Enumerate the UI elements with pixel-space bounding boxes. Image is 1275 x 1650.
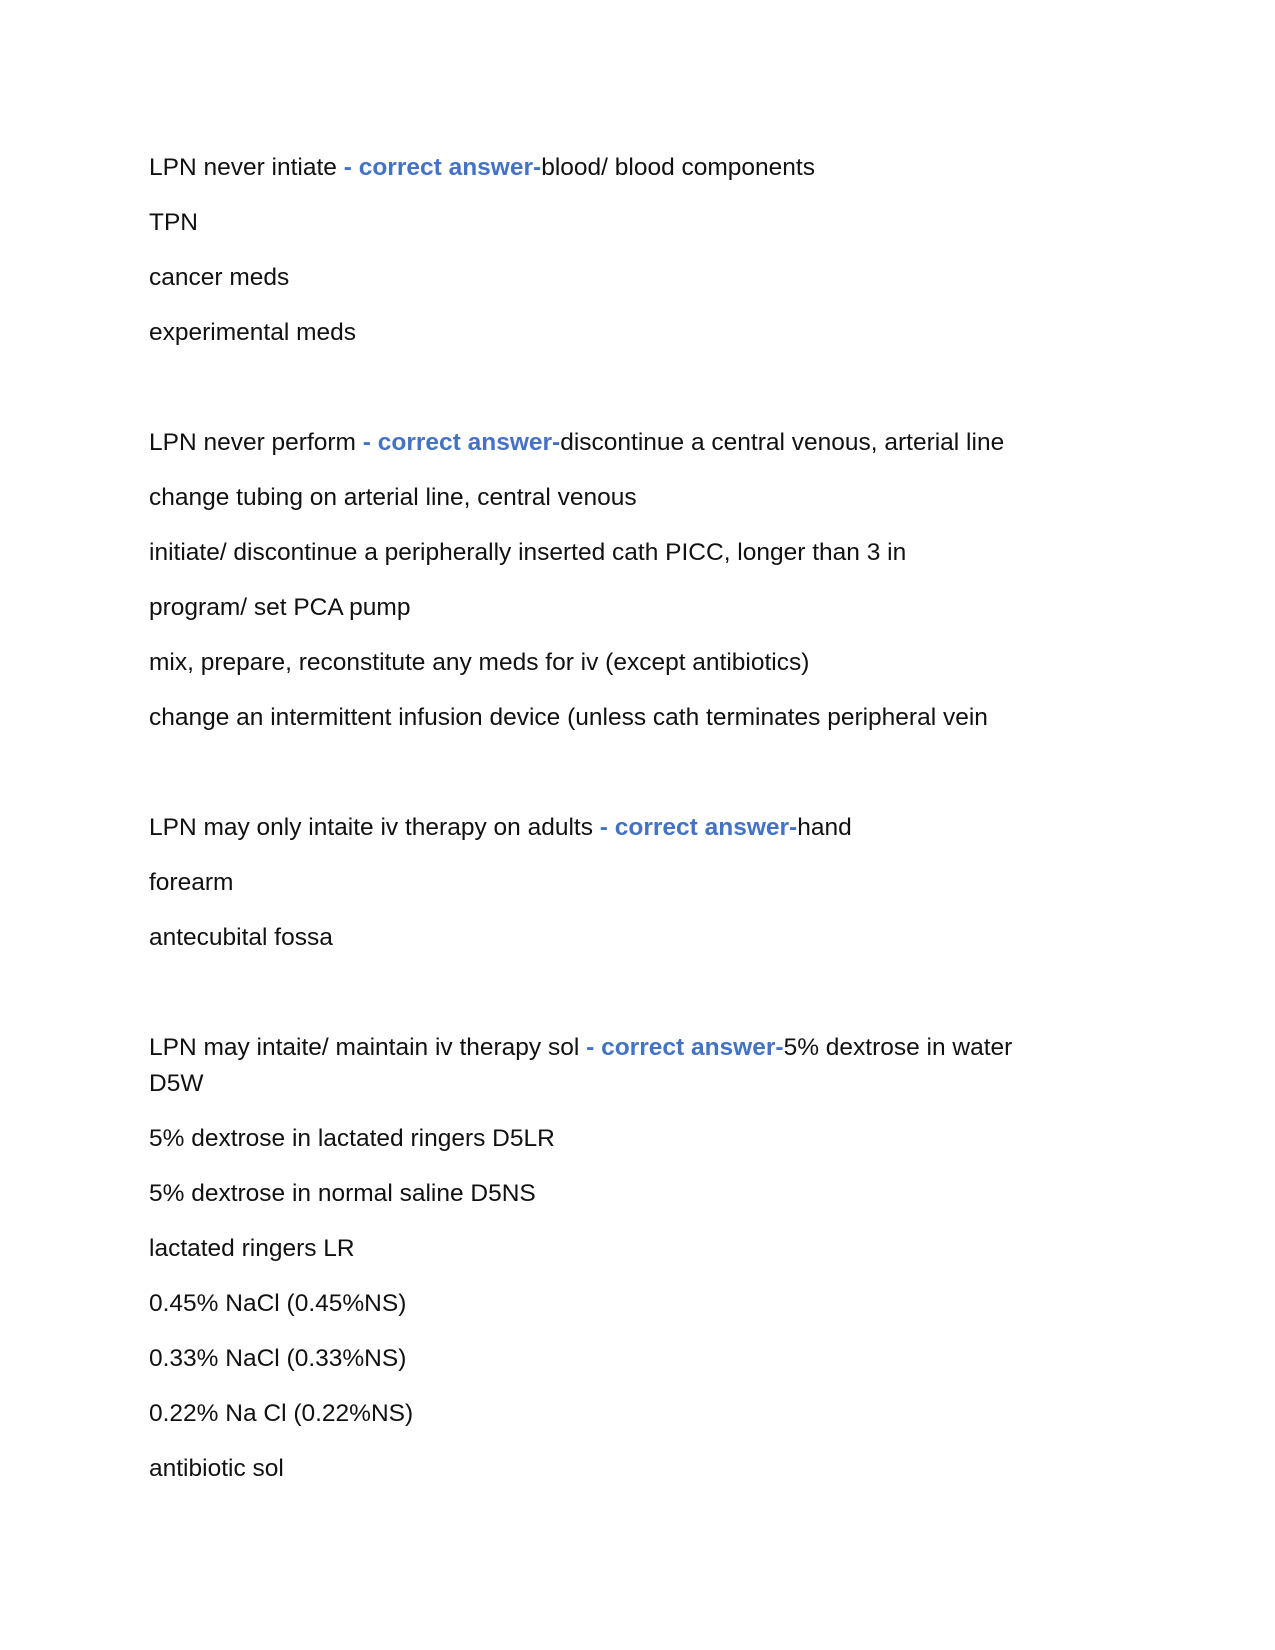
document-content: [149, 150, 1109, 1506]
answer-line: change tubing on arterial line, central venous: [149, 484, 637, 511]
correct-answer-label: - correct answer-: [586, 1034, 784, 1061]
qa-line: [149, 810, 1109, 846]
answer-line: cancer meds: [149, 264, 290, 291]
answer-text: discontinue a central venous, arterial line: [560, 429, 1005, 456]
answer-line: 0.33% NaCl (0.33%NS): [149, 1345, 407, 1372]
question-text: LPN may intaite/ maintain iv therapy sol: [149, 1034, 587, 1061]
answer-line: antecubital fossa: [149, 924, 333, 951]
answer-line: mix, prepare, reconstitute any meds for iv (except antibiotics): [149, 649, 810, 676]
answer-text: 5% dextrose in water: [783, 1034, 1013, 1061]
answer-line: 0.22% Na Cl (0.22%NS): [149, 1400, 414, 1427]
answer-text: hand: [797, 814, 852, 841]
answer-line: 5% dextrose in normal saline D5NS: [149, 1180, 536, 1207]
answer-line: experimental meds: [149, 319, 356, 346]
section-gap: [149, 370, 1109, 425]
answer-line: initiate/ discontinue a peripherally inserted cath PICC, longer than 3 in: [149, 539, 907, 566]
correct-answer-label: - correct answer-: [362, 429, 561, 456]
section-gap: [149, 755, 1109, 810]
qa-line: [149, 1030, 1109, 1066]
answer-line: 0.45% NaCl (0.45%NS): [149, 1290, 407, 1317]
qa-line: [149, 150, 1109, 186]
answer-continuation-line: D5W: [149, 1070, 204, 1097]
question-text: LPN may only intaite iv therapy on adults: [149, 814, 600, 841]
question-text: LPN never intiate: [149, 154, 344, 181]
correct-answer-label: - correct answer-: [599, 814, 798, 841]
correct-answer-label: - correct answer-: [343, 154, 542, 181]
answer-line: lactated ringers LR: [149, 1235, 355, 1262]
answer-text: blood/ blood components: [541, 154, 815, 181]
answer-line: program/ set PCA pump: [149, 594, 411, 621]
answer-line: TPN: [149, 209, 198, 236]
answer-line: 5% dextrose in lactated ringers D5LR: [149, 1125, 555, 1152]
answer-line: antibiotic sol: [149, 1455, 284, 1482]
question-text: LPN never perform: [149, 429, 363, 456]
answer-line: forearm: [149, 869, 234, 896]
answer-line: change an intermittent infusion device (unless cath terminates peripheral vein: [149, 704, 988, 731]
section-gap: [149, 975, 1109, 1030]
qa-line: [149, 425, 1109, 461]
